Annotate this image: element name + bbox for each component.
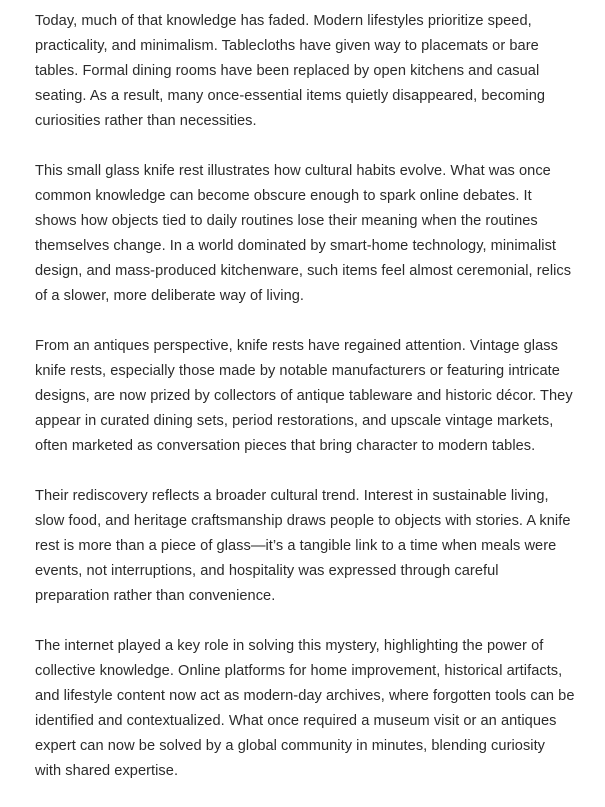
paragraph-internet-role: The internet played a key role in solving this mystery, highlighting the power of collective knowledge. Online platforms for home improvement, historical artifacts, and lifestyle content now act as modern-day archives, where forgotten tools can be identified and contextualized. What once required a museum visit or an antiques expert can now be solved by a global community in minutes, blending curiosity with shared expertise.: [35, 638, 575, 779]
paragraph-rediscovery: Their rediscovery reflects a broader cultural trend. Interest in sustainable living, slow food, and heritage craftsmanship draws people to objects with stories. A knife rest is more than a piece of glass—it’s a tangible link to a time when meals were events, not interruptions, and hospitality was expressed through careful preparation rather than convenience.: [35, 488, 571, 604]
paragraph-antiques-perspective: From an antiques perspective, knife rests have regained attention. Vintage glass knife rests, especially those made by notable manufacturers or featuring intricate designs, are now prized by collectors of antique tableware and historic décor. They appear in curated dining sets, period restorations, and upscale vintage markets, often marketed as conversation pieces that bring character to modern tables.: [35, 338, 573, 454]
paragraph-knowledge-faded: Today, much of that knowledge has faded. Modern lifestyles prioritize speed, practicality, and minimalism. Tablecloths have given way to placemats or bare tables. Formal dining rooms have been replaced by open kitchens and casual seating. As a result, many once-essential items quietly disappeared, becoming curiosities rather than necessities.: [35, 13, 546, 129]
paragraph-cultural-habits: This small glass knife rest illustrates how cultural habits evolve. What was once common knowledge can become obscure enough to spark online debates. It shows how objects tied to daily routines lose their meaning when the routines themselves change. In a world dominated by smart-home technology, minimalist design, and mass-produced kitchenware, such items feel almost ceremonial, relics of a slower, more deliberate way of living.: [35, 163, 572, 304]
